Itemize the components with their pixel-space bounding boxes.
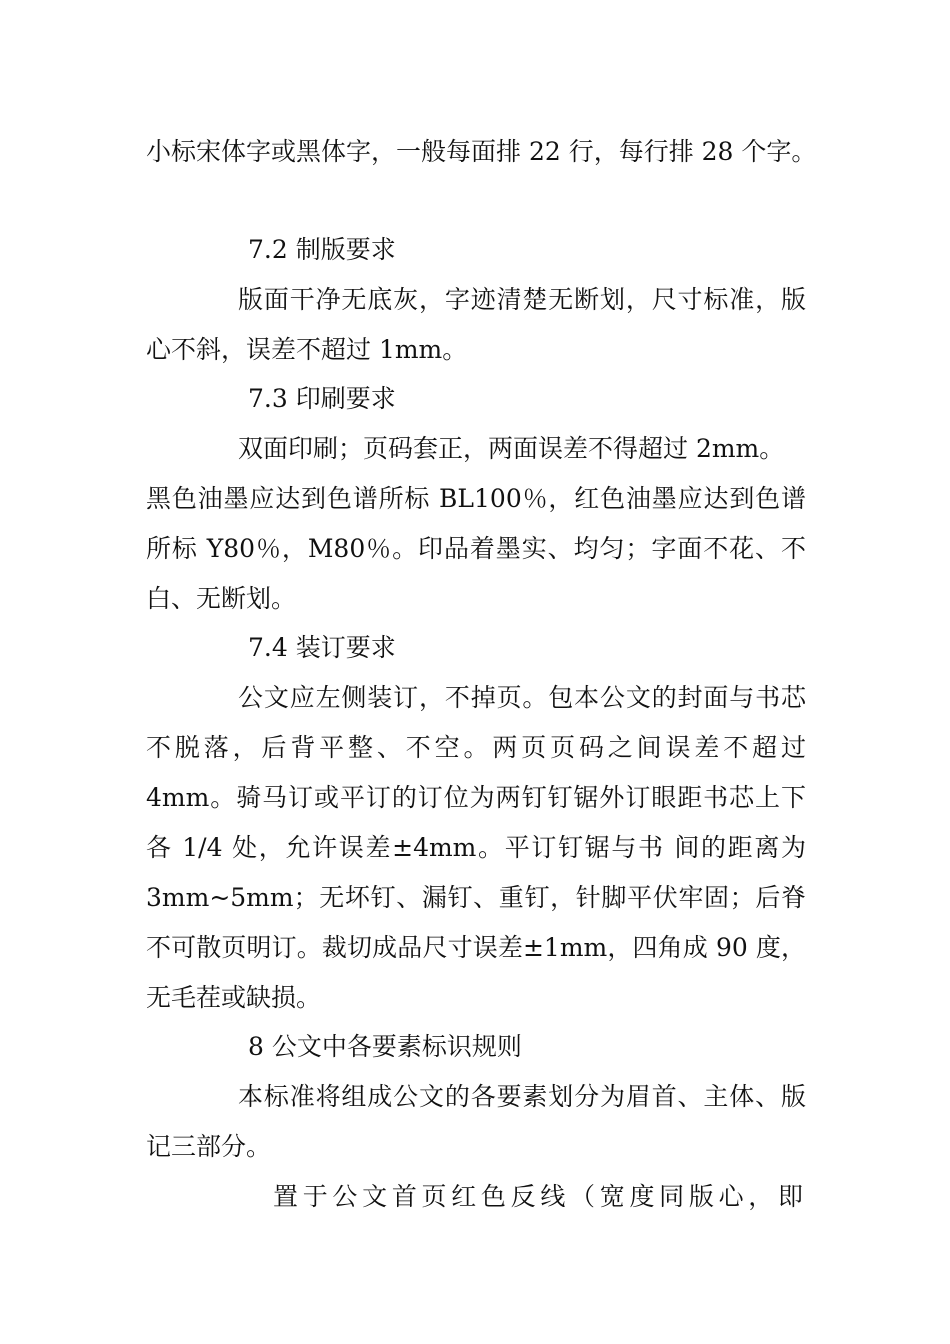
paragraph-line: 3mm~5mm；无坏钉、漏钉、重钉，针脚平伏牢固；后脊 xyxy=(146,883,806,912)
paragraph-line: 置于公文首页红色反线（宽度同版心，即 xyxy=(273,1182,806,1211)
section-heading-7-3: 7.3 印刷要求 xyxy=(248,384,396,413)
paragraph-line: 4mm。骑马订或平订的订位为两钉钉锯外订眼距书芯上下 xyxy=(146,783,806,812)
paragraph-line: 记三部分。 xyxy=(146,1132,272,1161)
paragraph-line: 白、无断划。 xyxy=(146,584,297,613)
section-heading-8: 8 公文中各要素标识规则 xyxy=(248,1032,522,1061)
paragraph-line: 无毛茬或缺损。 xyxy=(146,983,322,1012)
section-heading-7-2: 7.2 制版要求 xyxy=(248,235,396,264)
paragraph-line: 本标准将组成公文的各要素划分为眉首、主体、版 xyxy=(238,1082,806,1111)
paragraph-line: 心不斜，误差不超过 1mm。 xyxy=(146,335,468,364)
paragraph-line: 所标 Y80％，M80％。印品着墨实、均匀；字面不花、不 xyxy=(146,534,806,563)
paragraph-line: 双面印刷；页码套正，两面误差不得超过 2mm。 xyxy=(238,434,785,463)
section-heading-7-4: 7.4 装订要求 xyxy=(248,633,396,662)
paragraph-line: 各 1/4 处，允许误差±4mm。平订钉锯与书 间的距离为 xyxy=(146,833,806,862)
paragraph-line: 不可散页明订。裁切成品尺寸误差±1mm，四角成 90 度， xyxy=(146,933,806,962)
paragraph-line: 不脱落，后背平整、不空。两页页码之间误差不超过 xyxy=(146,733,806,762)
paragraph-line: 黑色油墨应达到色谱所标 BL100％，红色油墨应达到色谱 xyxy=(146,484,806,513)
paragraph-line: 小标宋体字或黑体字，一般每面排 22 行，每行排 28 个字。 xyxy=(146,137,817,166)
paragraph-line: 公文应左侧装订，不掉页。包本公文的封面与书芯 xyxy=(238,683,806,712)
paragraph-line: 版面干净无底灰，字迹清楚无断划，尺寸标准，版 xyxy=(238,285,806,314)
